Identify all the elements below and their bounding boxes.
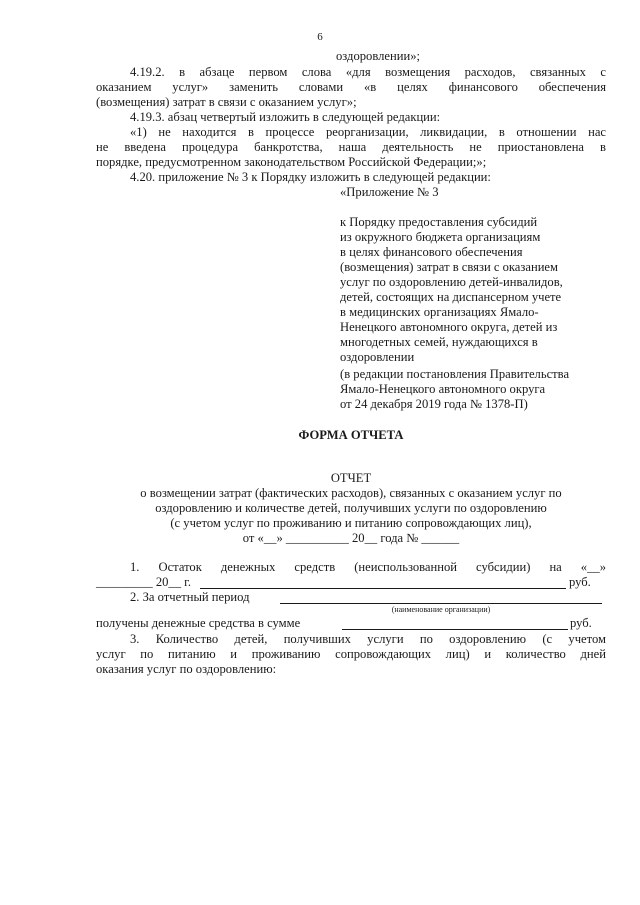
appendix-line: детей, состоящих на диспансерном учете (340, 290, 562, 304)
appendix-line: из окружного бюджета организациям (340, 230, 541, 244)
appendix-line: оздоровлении (340, 350, 415, 364)
item-1-currency: руб. (569, 575, 591, 589)
report-subtitle-line: о возмещении затрат (фактических расходов), связанных с оказанием услуг по (140, 486, 562, 500)
report-title: ОТЧЕТ (330, 471, 372, 485)
item-2-line-2-start: получены денежные средства в сумме (96, 616, 301, 630)
appendix-title: «Приложение № 3 (340, 185, 439, 199)
item-1-line-1: 1. Остаток денежных средств (неиспользованной субсидии) на «__» (130, 560, 606, 574)
report-date-line: от «__» __________ 20__ года № ______ (242, 531, 460, 545)
para-4-19-2-line-1: 4.19.2. в абзаце первом слова «для возмещения расходов, связанных с (130, 65, 606, 79)
edition-line: Ямало-Ненецкого автономного округа (340, 382, 546, 396)
para-4-19-3: 4.19.3. абзац четвертый изложить в следующей редакции: (130, 110, 441, 124)
item-3-line-2: услуг по питанию и проживанию сопровождающих лиц) и количество дней (96, 647, 606, 661)
appendix-line: к Порядку предоставления субсидий (340, 215, 538, 229)
report-subtitle-line: (с учетом услуг по проживанию и питанию сопровождающих лиц), (170, 516, 532, 530)
item-2-label: 2. За отчетный период (130, 590, 250, 604)
quote-1-line-1: «1) не находится в процессе реорганизации, ликвидации, в отношении нас (130, 125, 606, 139)
edition-line: (в редакции постановления Правительства (340, 367, 570, 381)
amount-blank-rule-1 (200, 588, 566, 589)
appendix-line: (возмещения) затрат в связи с оказанием (340, 260, 558, 274)
para-4-19-2-line-3: (возмещения) затрат в связи с оказанием услуг»; (96, 95, 357, 109)
appendix-line: многодетных семей, нуждающихся в (340, 335, 538, 349)
appendix-line: Ненецкого автономного округа, детей из (340, 320, 558, 334)
organization-caption: (наименование организации) (391, 605, 491, 614)
amount-blank-rule-2 (342, 629, 568, 630)
report-subtitle-line: оздоровлению и количестве детей, получивших услуги по оздоровлению (155, 501, 547, 515)
para-4-19-2-line-2: оказанием услуг» заменить словами «в целях финансового обеспечения (96, 80, 606, 94)
item-2-currency: руб. (570, 616, 592, 630)
edition-line: от 24 декабря 2019 года № 1378-П) (340, 397, 528, 411)
organization-blank-rule (280, 603, 602, 604)
appendix-line: услуг по оздоровлению детей-инвалидов, (340, 275, 563, 289)
item-3-line-1: 3. Количество детей, получивших услуги по оздоровлению (с учетом (130, 632, 606, 646)
quote-1-line-2: не введена процедура банкротства, наша деятельность не приостановлена в (96, 140, 606, 154)
para-4-20: 4.20. приложение № 3 к Порядку изложить в следующей редакции: (130, 170, 491, 184)
page-number: 6 (317, 31, 323, 43)
line-end-wellness: оздоровлении»; (336, 49, 421, 63)
quote-1-line-3: порядке, предусмотренном законодательством Российской Федерации;»; (96, 155, 487, 169)
item-1-line-2-start: _________ 20__ г. (96, 575, 192, 589)
appendix-line: в целях финансового обеспечения (340, 245, 523, 259)
item-3-line-3: оказания услуг по оздоровлению: (96, 662, 277, 676)
form-title: ФОРМА ОТЧЕТА (298, 428, 404, 442)
appendix-line: в медицинских организациях Ямало- (340, 305, 539, 319)
